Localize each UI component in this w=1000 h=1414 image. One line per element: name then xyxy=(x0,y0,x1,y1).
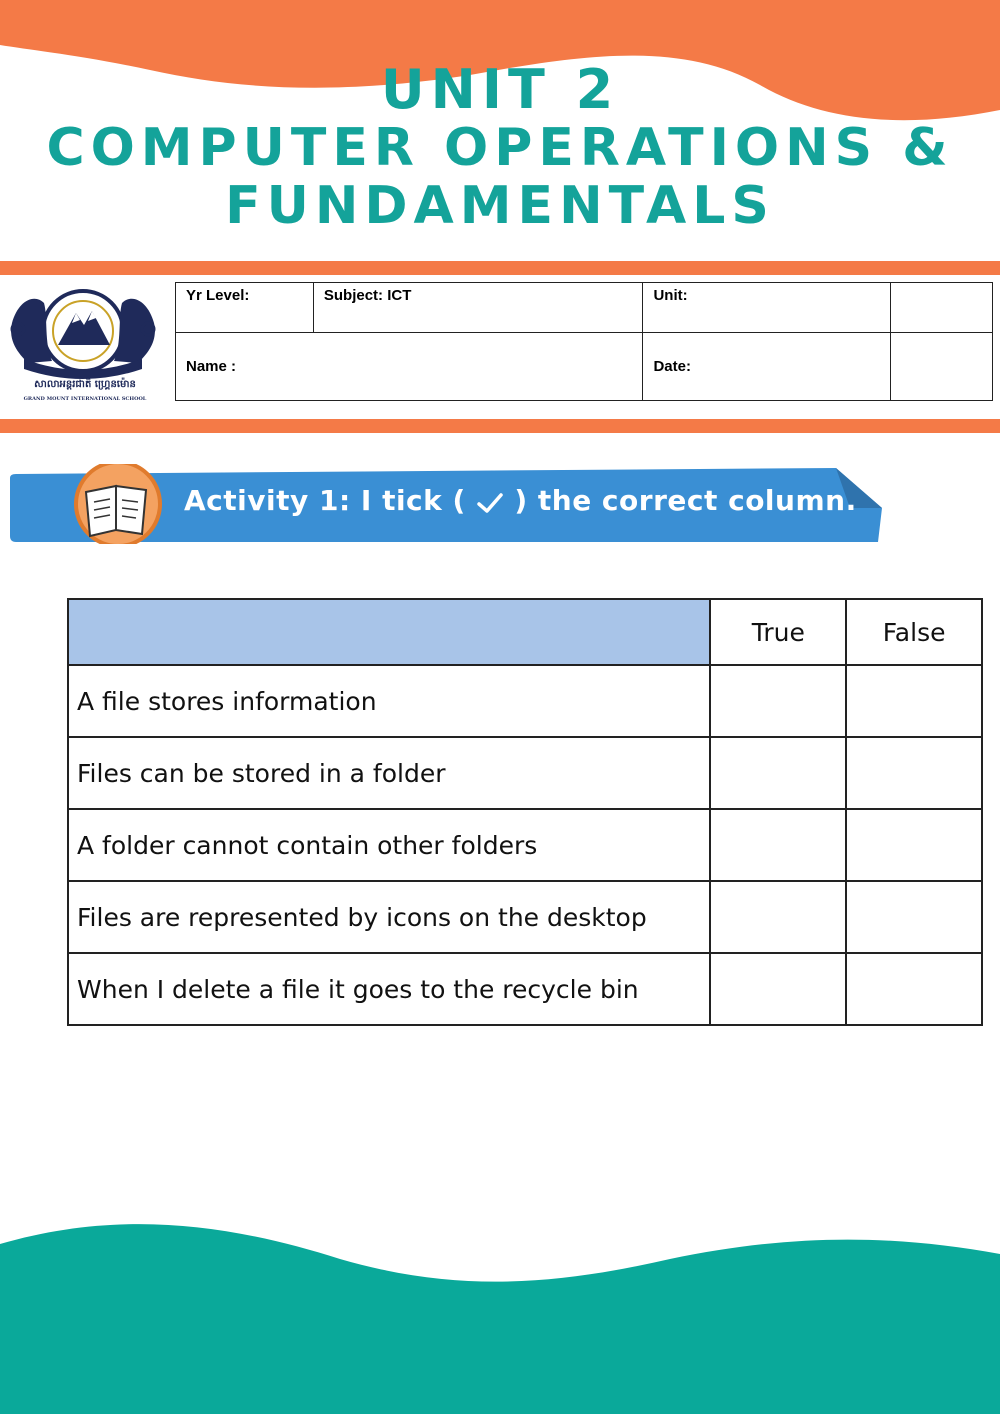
table-row xyxy=(68,665,982,737)
true-false-table xyxy=(67,598,983,1026)
activity-suffix: ) the correct column. xyxy=(514,484,857,517)
subject-field: Subject: ICT xyxy=(313,283,643,333)
orange-divider-bottom xyxy=(0,419,1000,433)
true-checkbox-cell[interactable] xyxy=(710,665,846,737)
false-checkbox-cell[interactable] xyxy=(846,737,982,809)
true-header: True xyxy=(710,599,846,665)
statement-cell: A file stores information xyxy=(68,665,710,737)
true-checkbox-cell[interactable] xyxy=(710,953,846,1025)
orange-divider-top xyxy=(0,261,1000,275)
unit-title: UNIT 2 xyxy=(380,58,620,121)
statement-cell: When I delete a file it goes to the recycle bin xyxy=(68,953,710,1025)
activity-prefix: Activity 1: I tick ( xyxy=(184,484,466,517)
table-row xyxy=(68,809,982,881)
bottom-wave-decoration xyxy=(0,1214,1000,1414)
statement-header xyxy=(68,599,710,665)
false-header: False xyxy=(846,599,982,665)
statement-cell: A folder cannot contain other folders xyxy=(68,809,710,881)
true-checkbox-cell[interactable] xyxy=(710,881,846,953)
name-field[interactable]: Name : xyxy=(176,333,643,401)
true-checkbox-cell[interactable] xyxy=(710,737,846,809)
checkmark-icon xyxy=(476,492,504,514)
table-row xyxy=(68,737,982,809)
false-checkbox-cell[interactable] xyxy=(846,665,982,737)
logo-english-text: GRAND MOUNT INTERNATIONAL SCHOOL xyxy=(23,396,147,402)
table-header-row xyxy=(68,599,982,665)
unit-subtitle-line1: COMPUTER OPERATIONS & xyxy=(46,118,954,178)
date-value-cell[interactable] xyxy=(891,333,993,401)
false-checkbox-cell[interactable] xyxy=(846,809,982,881)
unit-field[interactable]: Unit: xyxy=(643,283,891,333)
statement-cell: Files are represented by icons on the desktop xyxy=(68,881,710,953)
true-checkbox-cell[interactable] xyxy=(710,809,846,881)
table-row xyxy=(68,953,982,1025)
unit-subtitle-line2: FUNDAMENTALS xyxy=(225,176,775,236)
false-checkbox-cell[interactable] xyxy=(846,881,982,953)
book-icon xyxy=(86,486,146,536)
false-checkbox-cell[interactable] xyxy=(846,953,982,1025)
table-row xyxy=(68,881,982,953)
logo-khmer-text: សាលាអន្តរជាតិ ហ្គ្រេនម៉ោន xyxy=(34,379,136,390)
yr-level-field[interactable]: Yr Level: xyxy=(176,283,314,333)
unit-value-cell[interactable] xyxy=(891,283,993,333)
activity-instruction xyxy=(184,484,857,517)
date-field[interactable]: Date: xyxy=(643,333,891,401)
student-info-table xyxy=(175,282,993,401)
statement-cell: Files can be stored in a folder xyxy=(68,737,710,809)
